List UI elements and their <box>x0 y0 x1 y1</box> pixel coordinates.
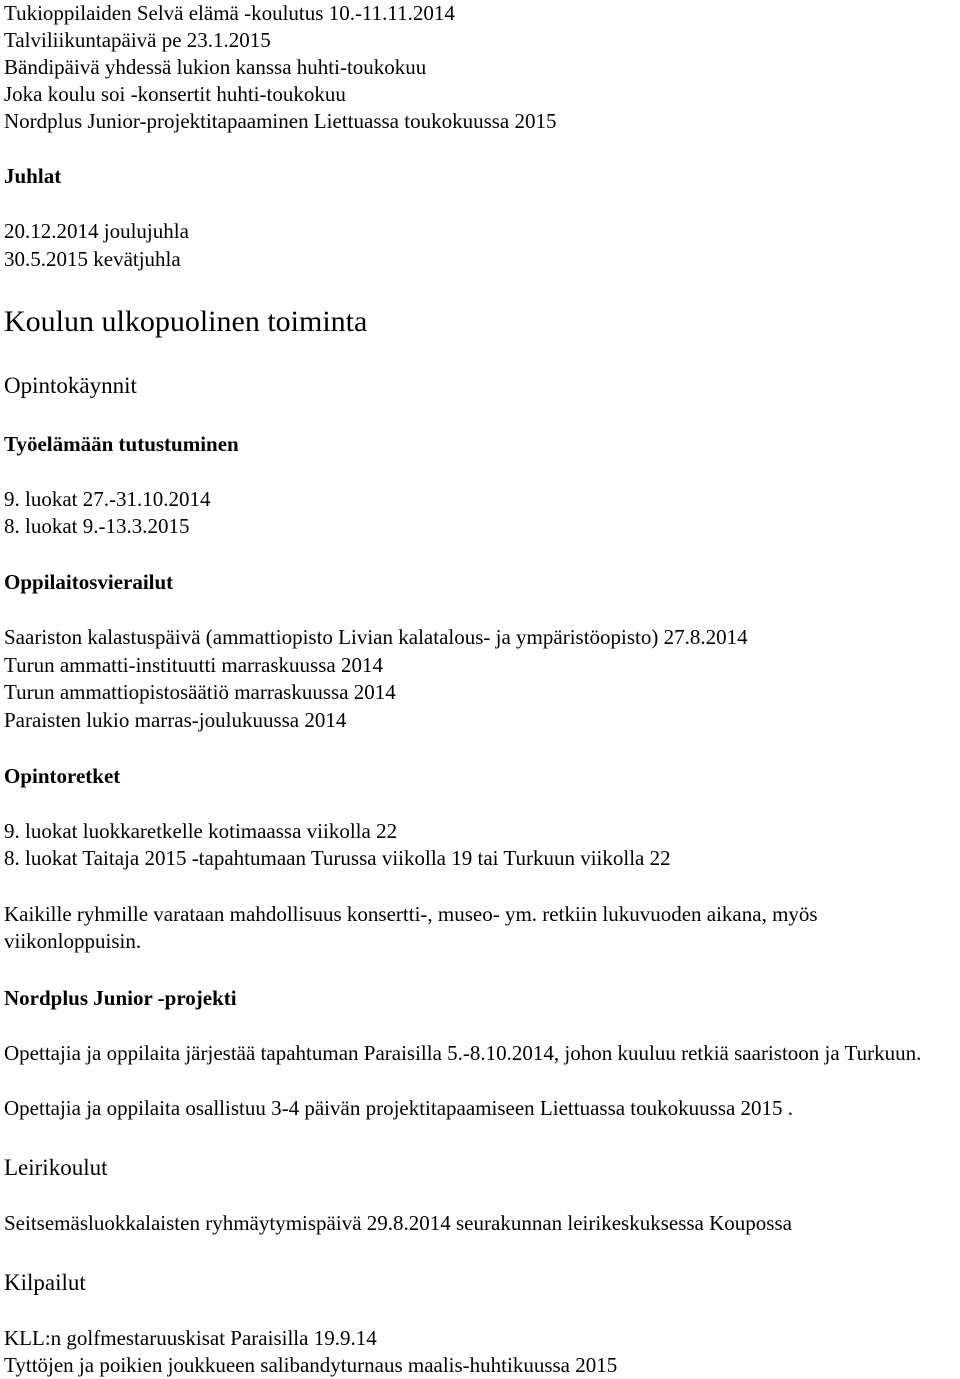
nordplus-paragraph: Opettajia ja oppilaita osallistuu 3-4 päivän projektitapaamiseen Liettuassa toukokuussa 2015 . <box>4 1096 794 1120</box>
intro-line: Bändipäivä yhdessä lukion kanssa huhti-toukokuu <box>4 55 427 79</box>
heading-leirikoulut: Leirikoulut <box>4 1155 108 1180</box>
heading-nordplus-junior-projekti: Nordplus Junior -projekti <box>4 986 237 1010</box>
intro-line: Talviliikuntapäivä pe 23.1.2015 <box>4 28 271 52</box>
leirikoulu-line: Seitsemäsluokkalaisten ryhmäytymispäivä 29.8.2014 seurakunnan leirikeskuksessa Koupossa <box>4 1211 792 1235</box>
kilpailu-line: Tyttöjen ja poikien joukkueen salibandyturnaus maalis-huhtikuussa 2015 <box>4 1353 618 1377</box>
vierailu-line: Turun ammattiopistosäätiö marraskuussa 2014 <box>4 680 396 704</box>
juhlat-line: 20.12.2014 joulujuhla <box>4 219 189 243</box>
intro-line: Nordplus Junior-projektitapaaminen Liettuassa toukokuussa 2015 <box>4 109 557 133</box>
heading-koulun-ulkopuolinen-toiminta: Koulun ulkopuolinen toiminta <box>4 305 368 338</box>
kilpailu-line: KLL:n golfmestaruuskisat Paraisilla 19.9.14 <box>4 1326 377 1350</box>
tyoelama-line: 8. luokat 9.-13.3.2015 <box>4 514 190 538</box>
heading-juhlat: Juhlat <box>4 164 62 188</box>
intro-line: Tukioppilaiden Selvä elämä -koulutus 10.-11.11.2014 <box>4 1 455 25</box>
nordplus-paragraph: Opettajia ja oppilaita järjestää tapahtuman Paraisilla 5.-8.10.2014, johon kuuluu retkiä saaristoon ja Turkuun. <box>4 1041 922 1065</box>
vierailu-line: Turun ammatti-instituutti marraskuussa 2014 <box>4 653 383 677</box>
tyoelama-line: 9. luokat 27.-31.10.2014 <box>4 487 211 511</box>
intro-line: Joka koulu soi -konsertit huhti-toukokuu <box>4 82 346 106</box>
opintoretki-line: 8. luokat Taitaja 2015 -tapahtumaan Turussa viikolla 19 tai Turkuun viikolla 22 <box>4 846 671 870</box>
vierailu-line: Paraisten lukio marras-joulukuussa 2014 <box>4 708 347 732</box>
heading-kilpailut: Kilpailut <box>4 1270 86 1295</box>
vierailu-line: Saariston kalastuspäivä (ammattiopisto Livian kalatalous- ja ympäristöopisto) 27.8.2014 <box>4 625 748 649</box>
heading-opintokaynnit: Opintokäynnit <box>4 373 137 398</box>
opintoretki-line: 9. luokat luokkaretkelle kotimaassa viikolla 22 <box>4 819 398 843</box>
heading-oppilaitosvierailut: Oppilaitosvierailut <box>4 570 174 594</box>
heading-tyoelamaan-tutustuminen: Työelämään tutustuminen <box>4 432 239 456</box>
juhlat-line: 30.5.2015 kevätjuhla <box>4 247 181 271</box>
heading-opintoretket: Opintoretket <box>4 764 121 788</box>
opintoretket-paragraph: Kaikille ryhmille varataan mahdollisuus konsertti-, museo- ym. retkiin lukuvuoden aikana, myös viikonloppuisin. <box>4 902 818 953</box>
